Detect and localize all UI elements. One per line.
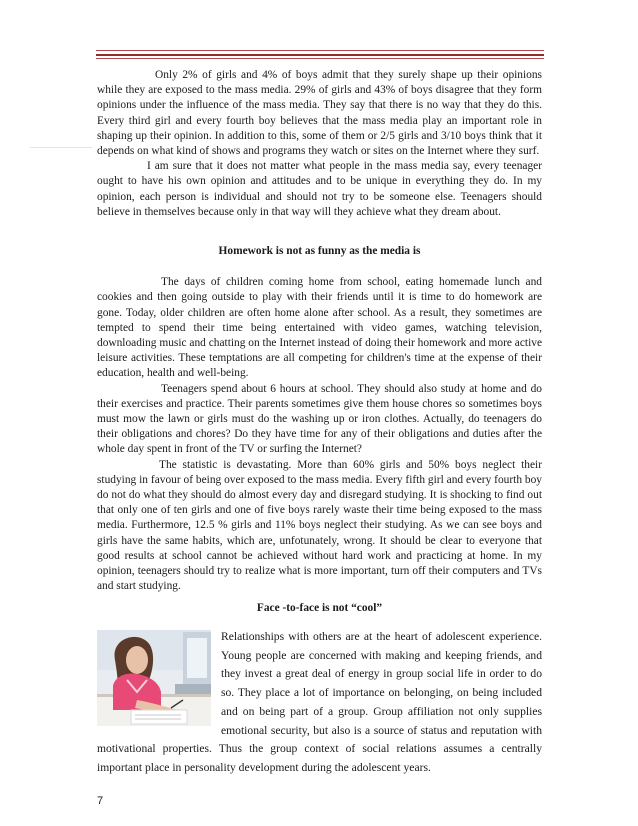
paragraph-own-opinion: I am sure that it does not matter what people in the mass media say, every teenager ought to have his own opinion and attitudes and to be unique in everything they do. In my opinion, each person is individual and should not try to be someone else. Teenagers should believe in themselves because only in that way will they achieve what they dream about.: [97, 160, 542, 218]
paragraph-six-hours: Teenagers spend about 6 hours at school. They should also study at home and do their exercises and practice. Their parents sometimes give them house chores so sometimes boys must mow the lawn or girls must do the washing up or iron clothes. Actually, do teenagers do their obligations and chores? Do they have time for any of their obligations and duties after the whole day spent in front of the TV or surfing the Internet?: [97, 382, 542, 456]
section-relationships: [97, 628, 542, 778]
paragraph-statistic: The statistic is devastating. More than 60% girls and 50% boys neglect their studying in favour of being over exposed to the mass media. Every fifth girl and every fourth boy do not do what they should do almost every day and disregard studying. It is shocking to find out that only one of ten girls and one of five boys rarely waste their time being exposed to the mass media. Furthermore, 12.5 % girls and 11% boys neglect their studying. As we can see boys and girls have the same habits, which are, unfotunately, wrong. It should be clear to everyone that good results at school cannot be achieved without hard work and practicing at home. In my opinion, teenagers should try to realize what is more important, turn off their computers and TVs and start studying.: [97, 458, 542, 593]
page-number: 7: [97, 795, 104, 807]
header-rule-thin-bottom: [96, 58, 544, 59]
girl-studying-photo: [97, 630, 211, 726]
header-rule-thick: [96, 54, 544, 56]
section-title-face-to-face: Face -to-face is not “cool”: [256, 601, 383, 614]
header-rule-thin-top: [96, 50, 544, 51]
section-title-homework: Homework is not as funny as the media is: [218, 245, 421, 258]
photo-frame: [97, 630, 215, 730]
page-body: [97, 68, 542, 778]
margin-mark: [30, 147, 92, 148]
paragraph-relationships: Relationships with others are at the heart of adolescent experience. Young people are concerned with making and keeping friends, and they invest a great deal of energy in group social life in order to do so. They place a lot of importance on belonging, on being included and on being part of a group. Group affiliation not only supplies emotional security, but also is a source of status and reputation with motivational properties. Thus the group context of social relations assumes a centrally important place in personality development during the adolescent years.: [97, 629, 542, 775]
paragraph-opinions: Only 2% of girls and 4% of boys admit that they surely shape up their opinions while they are exposed to the mass media. 29% of girls and 43% of boys disagree that they form opinions under the influence of the mass media. They say that there is no way that they do this. Every third girl and every fourth boy believes that the mass media play an important role in shaping up their opinion. In addition to this, some of them or 2/5 girls and 3/10 boys think that it depends on what kind of shows and programs they watch or sites on the Internet where they surf.: [97, 69, 542, 158]
paragraph-days-of-children: The days of children coming home from school, eating homemade lunch and cookies and then going outside to play with their friends until it is time to do homework are gone. Today, older children are often home alone after school. As a result, they sometimes are tempted to spend their time being entertained with video games, watching television, downloading music and chatting on the Internet instead of doing their homework and more active leisure activities. These temptations are all competing for children's time at the expense of their education, health and well-being.: [97, 276, 542, 380]
